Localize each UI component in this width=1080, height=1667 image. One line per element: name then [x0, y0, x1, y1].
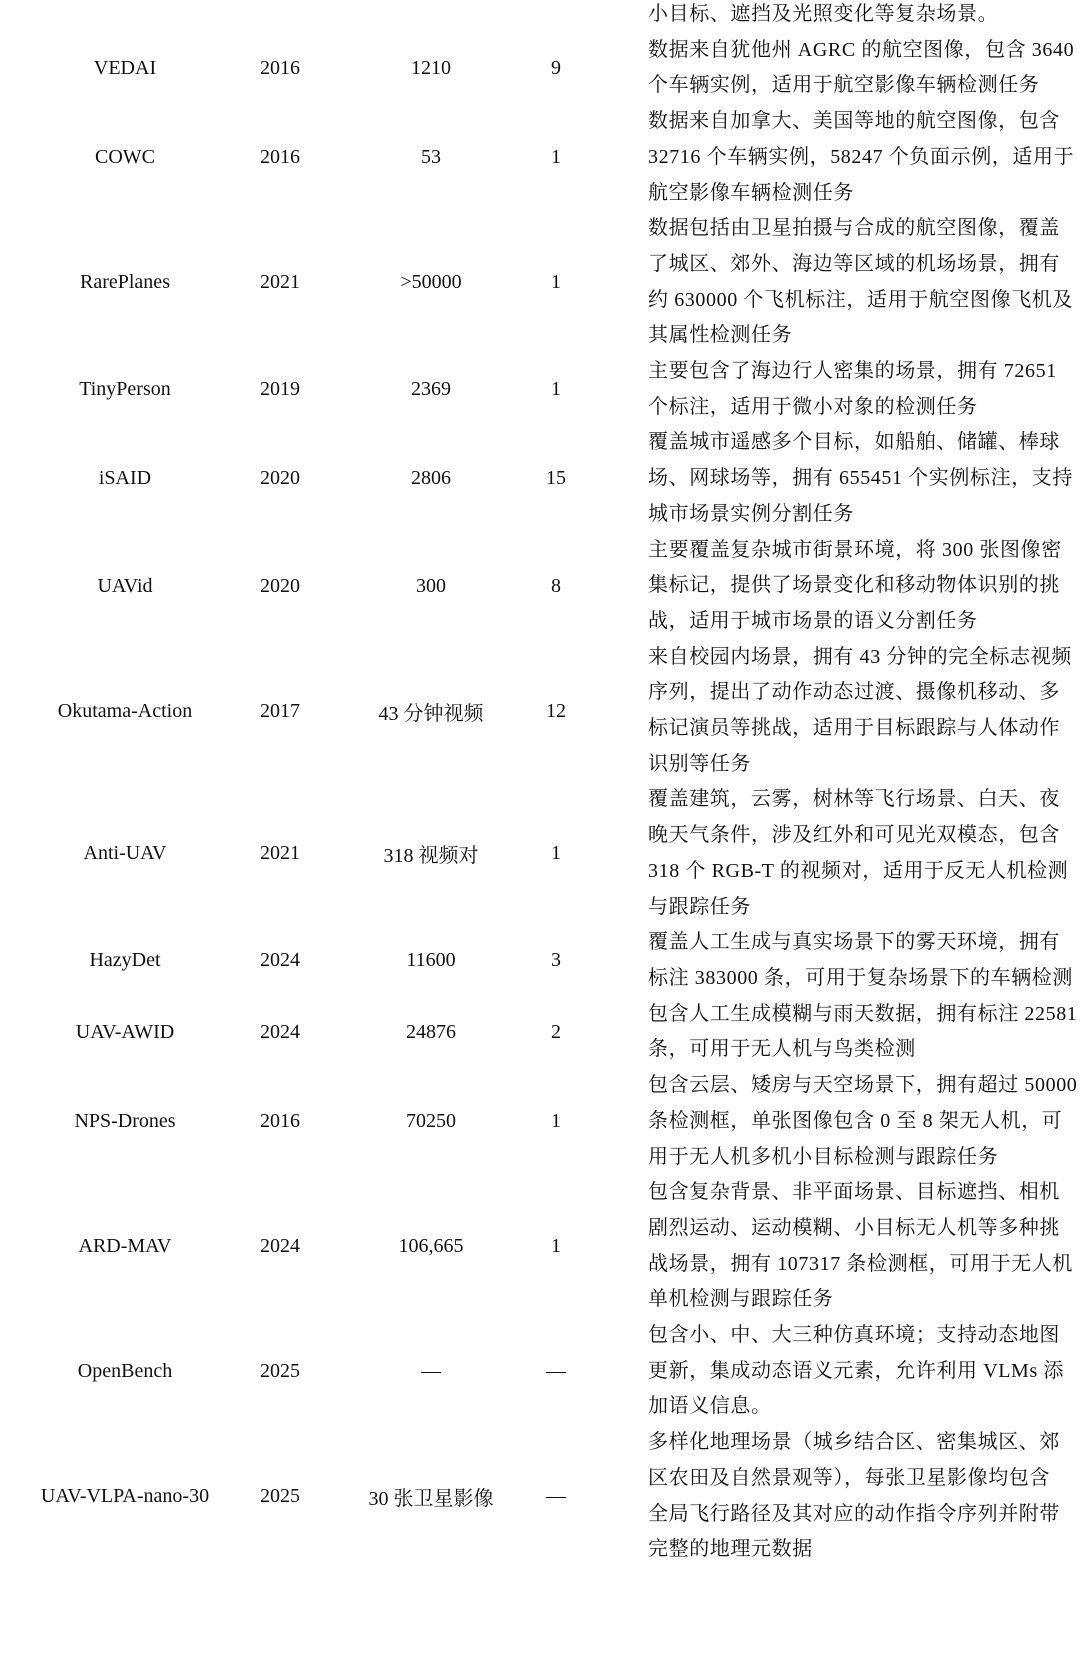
description-line: 其属性检测任务 — [648, 324, 793, 347]
dataset-name: VEDAI — [93, 56, 157, 79]
dataset-year: 2025 — [260, 1485, 300, 1508]
description-line: 序列，提出了动作动态过渡、摄像机移动、多 — [648, 681, 1060, 704]
dataset-year: 2019 — [260, 378, 300, 401]
description-cell — [648, 1068, 1078, 1175]
dataset-size: 2369 — [411, 378, 451, 401]
description-line: 覆盖建筑，云雾，树林等飞行场景、白天、夜 — [648, 788, 1060, 811]
dataset-year: 2024 — [260, 1020, 300, 1043]
description-cell — [648, 425, 1073, 532]
description-cell — [648, 640, 1072, 783]
description-line: 主要包含了海边行人密集的场景，拥有 72651 — [648, 360, 1057, 383]
table-row — [0, 104, 1080, 211]
dataset-size: 70250 — [406, 1110, 456, 1133]
description-cell — [648, 33, 1075, 104]
dataset-name: RarePlanes — [80, 271, 170, 294]
dataset-size: 106,665 — [398, 1235, 464, 1258]
description-line: 318 个 RGB-T 的视频对，适用于反无人机检测 — [648, 859, 1069, 882]
table-row — [0, 640, 1080, 783]
table-row — [0, 211, 1080, 354]
dataset-size: 1210 — [411, 56, 451, 79]
dataset-size: 30 张卫星影像 — [368, 1488, 494, 1511]
dataset-name: NPS-Drones — [74, 1110, 176, 1133]
dataset-year: 2016 — [260, 146, 300, 169]
dataset-year: 2024 — [260, 949, 300, 972]
table-row — [0, 354, 1080, 425]
description-line: 包含复杂背景、非平面场景、目标遮挡、相机 — [648, 1181, 1060, 1204]
dataset-name: UAV-VLPA-nano-30 — [40, 1485, 210, 1508]
description-cell — [648, 1175, 1073, 1318]
description-line: 32716 个车辆实例，58247 个负面示例，适用于 — [648, 145, 1075, 168]
dataset-name: UAV-AWID — [75, 1020, 175, 1043]
description-line: 个标注，适用于微小对象的检测任务 — [648, 395, 978, 418]
description-line: 更新，集成动态语义元素，允许利用 VLMs 添 — [648, 1359, 1065, 1382]
dataset-year: 2020 — [260, 467, 300, 490]
dataset-year: 2024 — [260, 1235, 300, 1258]
dataset-name: HazyDet — [89, 949, 161, 972]
dataset-classes: 1 — [551, 378, 561, 401]
table-row — [0, 33, 1080, 104]
description-cell — [648, 925, 1073, 996]
table-row — [0, 997, 1080, 1068]
table-row — [0, 1318, 1080, 1425]
description-line: 数据来自加拿大、美国等地的航空图像，包含 — [648, 110, 1060, 133]
dataset-size: 53 — [421, 146, 441, 169]
dataset-name: TinyPerson — [79, 378, 171, 401]
description-line: 包含人工生成模糊与雨天数据，拥有标注 22581 — [648, 1002, 1078, 1025]
description-line: 区农田及自然景观等），每张卫星影像均包含 — [648, 1466, 1050, 1489]
description-cell — [648, 1318, 1068, 1425]
table-row — [0, 1425, 1080, 1568]
dataset-year: 2020 — [260, 574, 300, 597]
dataset-name: COWC — [95, 146, 155, 169]
dataset-name: OpenBench — [77, 1360, 173, 1383]
description-cell — [648, 1425, 1068, 1568]
description-line: 包含小、中、大三种仿真环境；支持动态地图 — [648, 1324, 1060, 1347]
dataset-classes: 1 — [551, 842, 561, 865]
dataset-name: iSAID — [98, 467, 152, 490]
description-line: 多样化地理场景（城乡结合区、密集城区、郊 — [648, 1431, 1060, 1454]
description-line: 约 630000 个飞机标注，适用于航空图像飞机及 — [648, 288, 1073, 311]
dataset-classes: 1 — [551, 271, 561, 294]
dataset-size: 2806 — [411, 467, 451, 490]
dataset-classes: 15 — [546, 467, 566, 490]
description-line: 条，可用于无人机与鸟类检测 — [648, 1038, 916, 1061]
description-cell — [648, 211, 1073, 354]
description-cell — [648, 782, 1068, 925]
dataset-size: 318 视频对 — [383, 845, 479, 868]
description-line: 数据包括由卫星拍摄与合成的航空图像，覆盖 — [648, 217, 1060, 240]
description-line: 剧烈运动、运动模糊、小目标无人机等多种挑 — [648, 1216, 1060, 1239]
description-cell — [648, 997, 1078, 1068]
description-line: 包含云层、矮房与天空场景下，拥有超过 50000 — [648, 1074, 1078, 1097]
description-line: 了城区、郊外、海边等区域的机场场景，拥有 — [648, 252, 1060, 275]
description-cell — [648, 0, 1068, 33]
dataset-size: >50000 — [400, 271, 462, 294]
description-line: 战，适用于城市场景的语义分割任务 — [648, 609, 978, 632]
description-line: 来自校园内场景，拥有 43 分钟的完全标志视频 — [648, 645, 1072, 668]
table-row — [0, 425, 1080, 532]
description-line: 小目标、遮挡及光照变化等复杂场景。 — [648, 3, 999, 25]
table-row — [0, 1068, 1080, 1175]
dataset-name: ARD-MAV — [78, 1235, 172, 1258]
description-cell — [648, 533, 1068, 640]
dataset-classes: — — [546, 1485, 566, 1508]
table-row — [0, 782, 1080, 925]
description-line: 覆盖城市遥感多个目标，如船舶、储罐、棒球 — [648, 431, 1060, 454]
dataset-classes: 1 — [551, 1110, 561, 1133]
description-line: 场、网球场等，拥有 655451 个实例标注，支持 — [648, 467, 1073, 490]
dataset-classes: — — [546, 1360, 566, 1383]
description-line: 数据来自犹他州 AGRC 的航空图像，包含 3640 — [648, 38, 1075, 61]
dataset-year: 2017 — [260, 699, 300, 722]
description-line: 单机检测与跟踪任务 — [648, 1288, 834, 1311]
description-line: 加语义信息。 — [648, 1395, 772, 1418]
dataset-classes: 3 — [551, 949, 561, 972]
dataset-size: 24876 — [406, 1020, 456, 1043]
description-line: 与跟踪任务 — [648, 895, 751, 918]
table-row — [0, 1175, 1080, 1318]
description-line: 完整的地理元数据 — [648, 1538, 813, 1561]
description-line: 条检测框，单张图像包含 0 至 8 架无人机，可 — [648, 1109, 1063, 1132]
dataset-year: 2025 — [260, 1360, 300, 1383]
description-cell — [648, 104, 1075, 211]
dataset-year: 2016 — [260, 56, 300, 79]
dataset-year: 2016 — [260, 1110, 300, 1133]
dataset-classes: 12 — [546, 699, 566, 722]
dataset-name: Okutama-Action — [57, 699, 193, 722]
description-line: 战场景，拥有 107317 条检测框，可用于无人机 — [648, 1252, 1073, 1275]
description-line: 全局飞行路径及其对应的动作指令序列并附带 — [648, 1502, 1060, 1525]
dataset-size: 11600 — [406, 949, 456, 972]
dataset-name: Anti-UAV — [83, 842, 167, 865]
description-line: 识别等任务 — [648, 752, 751, 775]
description-line: 标注 383000 条，可用于复杂场景下的车辆检测 — [648, 966, 1073, 989]
dataset-classes: 9 — [551, 56, 561, 79]
table-row-continuation — [0, 0, 1080, 33]
dataset-classes: 1 — [551, 1235, 561, 1258]
description-line: 航空影像车辆检测任务 — [648, 181, 854, 204]
dataset-name: UAVid — [97, 574, 153, 597]
description-line: 集标记，提供了场景变化和移动物体识别的挑 — [648, 574, 1060, 597]
description-line: 用于无人机多机小目标检测与跟踪任务 — [648, 1145, 999, 1168]
table-row — [0, 533, 1080, 640]
dataset-size: — — [421, 1360, 441, 1383]
dataset-classes: 1 — [551, 146, 561, 169]
description-line: 个车辆实例，适用于航空影像车辆检测任务 — [648, 74, 1040, 97]
description-line: 晚天气条件，涉及红外和可见光双模态，包含 — [648, 824, 1060, 847]
dataset-size: 300 — [416, 574, 446, 597]
description-line: 主要覆盖复杂城市街景环境，将 300 张图像密 — [648, 538, 1062, 561]
dataset-classes: 8 — [551, 574, 561, 597]
description-cell — [648, 354, 1068, 425]
dataset-size: 43 分钟视频 — [378, 702, 484, 725]
description-line: 标记演员等挑战，适用于目标跟踪与人体动作 — [648, 717, 1060, 740]
table-row — [0, 925, 1080, 996]
dataset-year: 2021 — [260, 271, 300, 294]
dataset-classes: 2 — [551, 1020, 561, 1043]
description-line: 覆盖人工生成与真实场景下的雾天环境，拥有 — [648, 931, 1060, 954]
dataset-year: 2021 — [260, 842, 300, 865]
description-line: 城市场景实例分割任务 — [648, 502, 854, 525]
